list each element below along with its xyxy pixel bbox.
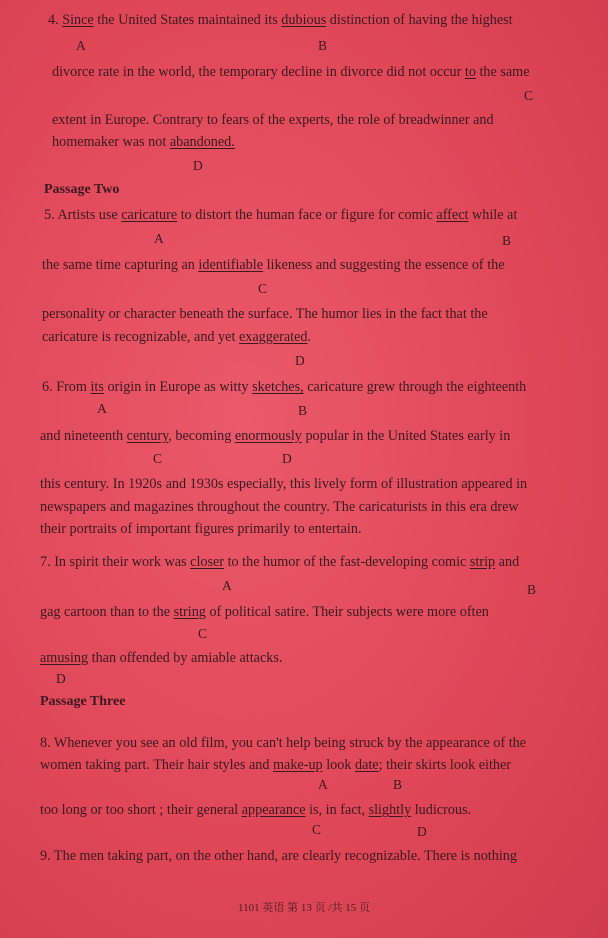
q4-line-3: extent in Europe. Contrary to fears of the experts, the role of breadwinner and — [52, 112, 494, 128]
q8-label-a: A — [318, 777, 328, 792]
q6-line-4: newspapers and magazines throughout the country. The caricaturists in this era drew — [40, 499, 519, 515]
q6-line-2: and nineteenth century, becoming enormously popular in the United States early in — [40, 428, 511, 444]
q4-line-1: 4. Since the United States maintained its dubious distinction of having the highest — [48, 12, 513, 28]
q4-option-c: to — [464, 64, 476, 80]
q5-line-2: the same time capturing an identifiable likeness and suggesting the essence of the — [42, 257, 505, 273]
q5-option-a: caricature — [121, 207, 178, 223]
q5-label-a: A — [154, 231, 164, 246]
q5-line-3: personality or character beneath the surface. The humor lies in the fact that the — [42, 306, 488, 322]
q8-label-c: C — [312, 822, 322, 837]
q7-label-b: B — [527, 582, 537, 597]
q8-label-d: D — [417, 824, 427, 839]
q9-line-1: 9. The men taking part, on the other hand, are clearly recognizable. There is nothing — [40, 848, 517, 864]
q6-option-a: its — [90, 379, 104, 395]
q4-option-a: Since — [62, 12, 94, 28]
q5-label-b: B — [502, 233, 512, 248]
q4-label-b: B — [318, 38, 328, 53]
q8-option-a: make-up — [273, 757, 323, 773]
q6-label-a: A — [97, 401, 107, 416]
q7-label-c: C — [198, 626, 208, 641]
q7-line-2: gag cartoon than to the string of political satire. Their subjects were more often — [40, 604, 489, 620]
q8-option-d: slightly — [368, 802, 412, 818]
q7-option-a: closer — [190, 554, 225, 570]
q4-label-d: D — [193, 158, 203, 173]
q5-line-4: caricature is recognizable, and yet exaggerated. — [42, 329, 312, 345]
q6-option-b: sketches, — [252, 379, 304, 395]
q5-option-c: identifiable — [198, 257, 264, 273]
q5-label-d: D — [295, 353, 305, 368]
q7-option-d: amusing — [40, 650, 89, 666]
q7-label-d: D — [56, 671, 66, 686]
q7-line-3: amusing than offended by amiable attacks. — [40, 650, 283, 666]
q5-option-d: exaggerated — [238, 329, 308, 345]
q5-label-c: C — [258, 281, 268, 296]
q4-option-b: dubious — [281, 12, 327, 28]
page-footer: 1101 英语 第 13 页 /共 15 页 — [238, 902, 370, 914]
q5-option-b: affect — [436, 207, 469, 223]
q8-option-b: date — [354, 757, 379, 773]
q6-label-d: D — [282, 451, 292, 466]
q7-option-b: strip — [469, 554, 496, 570]
q6-line-5: their portraits of important figures primarily to entertain. — [40, 521, 362, 537]
q4-label-c: C — [524, 88, 534, 103]
q6-option-d: enormously — [234, 428, 302, 444]
q6-label-b: B — [298, 403, 308, 418]
q4-line-4: homemaker was not abandoned. — [52, 134, 235, 150]
q7-option-c: string — [173, 604, 206, 620]
q4-option-d: abandoned. — [169, 134, 235, 150]
q4-line-2: divorce rate in the world, the temporary decline in divorce did not occur to the same — [52, 64, 530, 80]
q8-line-3: too long or too short ; their general appearance is, in fact, slightly ludicrous. — [40, 802, 472, 818]
q8-label-b: B — [393, 777, 403, 792]
q6-line-3: this century. In 1920s and 1930s especially, this lively form of illustration appeared in — [40, 476, 528, 492]
passage-three-heading: Passage Three — [40, 694, 126, 709]
q7-line-1: 7. In spirit their work was closer to the humor of the fast-developing comic strip and — [40, 554, 520, 570]
q8-option-c: appearance — [241, 802, 306, 818]
q5-line-1: 5. Artists use caricature to distort the human face or figure for comic affect while at — [44, 207, 518, 223]
q8-line-2: women taking part. Their hair styles and make-up look date; their skirts look either — [40, 757, 512, 773]
q6-option-c: century — [126, 428, 169, 444]
q8-line-1: 8. Whenever you see an old film, you can't help being struck by the appearance of the — [40, 735, 527, 751]
q7-label-a: A — [222, 578, 232, 593]
passage-two-heading: Passage Two — [44, 182, 120, 197]
q6-label-c: C — [153, 451, 163, 466]
q4-label-a: A — [76, 38, 86, 53]
q6-line-1: 6. From its origin in Europe as witty sketches, caricature grew through the eighteenth — [42, 379, 527, 395]
